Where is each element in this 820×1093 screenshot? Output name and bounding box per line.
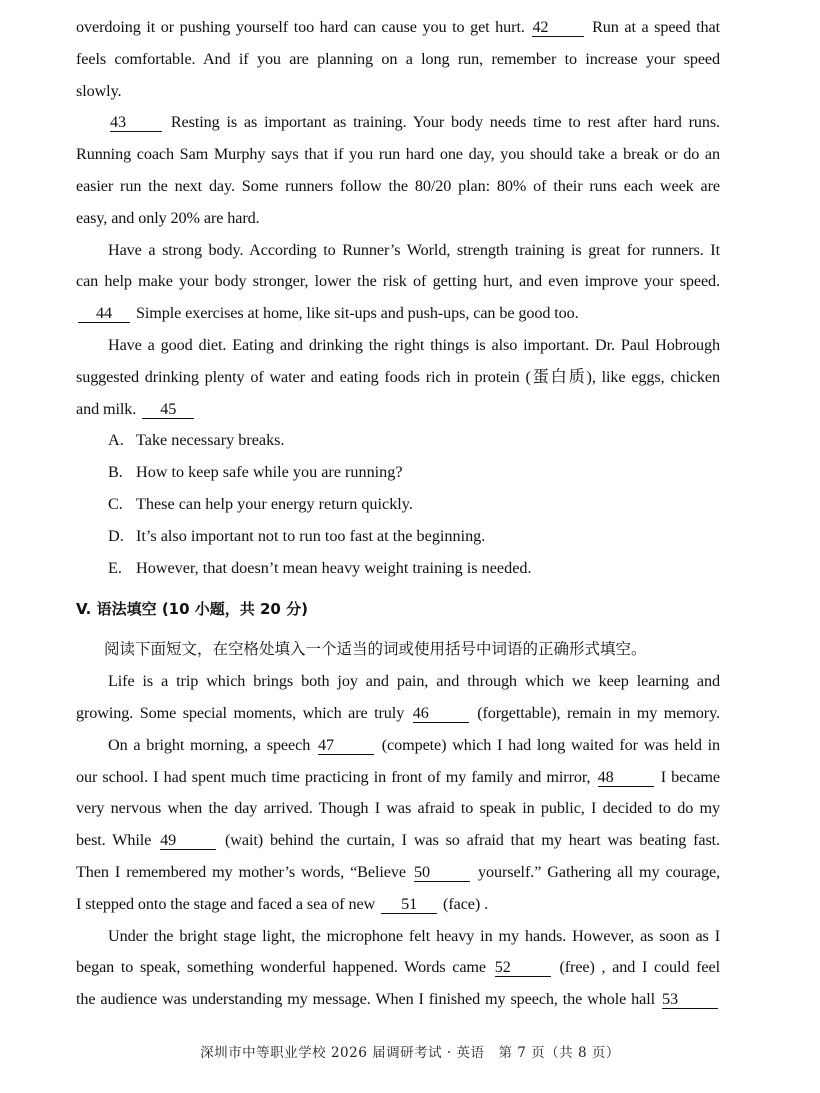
option-text: How to keep safe while you are running? xyxy=(136,463,403,482)
text-line: Have a strong body. According to Runner’s World, strength training is great for runners. It xyxy=(108,240,720,259)
option-c[interactable] xyxy=(76,489,720,521)
grammar-paragraph-1 xyxy=(76,666,720,730)
option-letter: A. xyxy=(108,431,124,450)
option-a[interactable] xyxy=(76,425,720,457)
text-line: 44 Simple exercises at home, like sit-ups and push-ups, can be good too. xyxy=(76,298,720,330)
text-line: feels comfortable. And if you are planning on a long run, remember to increase your speed xyxy=(76,49,720,68)
text-line: growing. Some special moments, which are truly 46 (forgettable), remain in my memory. xyxy=(76,703,720,722)
text-line: and milk. 45 xyxy=(76,394,720,426)
blank-46[interactable]: 46 xyxy=(413,704,469,723)
page-footer: 深圳市中等职业学校 2026 届调研考试 · 英语 第 7 页（共 8 页） xyxy=(200,1045,620,1061)
text-line: the audience was understanding my message. When I finished my speech, the whole hall 53 xyxy=(76,984,720,1016)
option-letter: C. xyxy=(108,494,123,513)
blank-48[interactable]: 48 xyxy=(598,768,654,787)
text-line: 43 Resting is as important as training. Your body needs time to rest after hard runs. xyxy=(110,113,720,132)
option-d[interactable] xyxy=(76,521,720,553)
text-line: overdoing it or pushing yourself too hard can cause you to get hurt. 42 Run at a speed that xyxy=(76,18,720,36)
option-letter: D. xyxy=(108,526,124,545)
option-e[interactable] xyxy=(76,553,720,585)
blank-50[interactable]: 50 xyxy=(414,863,470,882)
text-line: suggested drinking plenty of water and eating foods rich in protein (蛋白质), like eggs, chicken xyxy=(76,367,720,386)
text-line: began to speak, something wonderful happened. Words came 52 (free) , and I could feel xyxy=(76,958,720,977)
passage-paragraph-4 xyxy=(76,330,720,425)
option-letter: E. xyxy=(108,558,122,577)
blank-43[interactable]: 43 xyxy=(110,113,162,132)
option-text: It’s also important not to run too fast at the beginning. xyxy=(136,526,486,545)
text-line: our school. I had spent much time practicing in front of my family and mirror, 48 I became xyxy=(76,767,720,786)
option-letter: B. xyxy=(108,463,123,482)
passage-paragraph-2 xyxy=(76,107,720,234)
option-text: Take necessary breaks. xyxy=(136,431,285,450)
section-instruction: 阅读下面短文，在空格处填入一个适当的词或使用括号中词语的正确形式填空。 xyxy=(104,640,647,659)
blank-51[interactable]: 51 xyxy=(381,895,437,914)
text-line: Have a good diet. Eating and drinking the right things is also important. Dr. Paul Hobrough xyxy=(108,335,720,354)
exam-page xyxy=(76,12,720,1016)
blank-53[interactable]: 53 xyxy=(662,990,718,1009)
text-line: I stepped onto the stage and faced a sea of new 51 (face) . xyxy=(76,894,489,913)
text-line: On a bright morning, a speech 47 (compete) which I had long waited for was held in xyxy=(108,735,720,754)
blank-49[interactable]: 49 xyxy=(160,831,216,850)
grammar-paragraph-2 xyxy=(76,730,720,921)
text-line: Then I remembered my mother’s words, “Believe 50 yourself.” Gathering all my courage, xyxy=(76,862,721,881)
text-line: Running coach Sam Murphy says that if you run hard one day, you should take a break or do an xyxy=(76,145,720,164)
blank-45[interactable]: 45 xyxy=(142,400,194,419)
option-text: However, that doesn’t mean heavy weight training is needed. xyxy=(136,558,532,577)
option-b[interactable] xyxy=(76,457,720,489)
passage-paragraph-3 xyxy=(76,235,720,330)
blank-52[interactable]: 52 xyxy=(495,958,551,977)
blank-47[interactable]: 47 xyxy=(318,736,374,755)
grammar-paragraph-3 xyxy=(76,921,720,1016)
section-title: V. 语法填空 (10 小题，共 20 分) xyxy=(76,600,308,619)
blank-42[interactable]: 42 xyxy=(532,18,584,37)
text-line: Life is a trip which brings both joy and pain, and through which we keep learning and xyxy=(108,672,720,691)
option-text: These can help your energy return quickly. xyxy=(136,494,413,513)
text-line: slowly. xyxy=(76,81,122,100)
text-line: can help make your body stronger, lower the risk of getting hurt, and even improve your speed. xyxy=(76,272,720,291)
text-line: best. While 49 (wait) behind the curtain, I was so afraid that my heart was beating fast. xyxy=(76,831,720,850)
blank-44[interactable]: 44 xyxy=(78,304,130,323)
text-line: easier run the next day. Some runners follow the 80/20 plan: 80% of their runs each week are xyxy=(76,176,720,195)
text-line: easy, and only 20% are hard. xyxy=(76,208,260,227)
answer-options xyxy=(76,425,720,584)
text-line: Under the bright stage light, the microphone felt heavy in my hands. However, as soon as I xyxy=(108,926,720,945)
text-line: very nervous when the day arrived. Though I was afraid to speak in public, I decided to do my xyxy=(76,799,720,818)
passage-paragraph-1 xyxy=(76,12,720,107)
